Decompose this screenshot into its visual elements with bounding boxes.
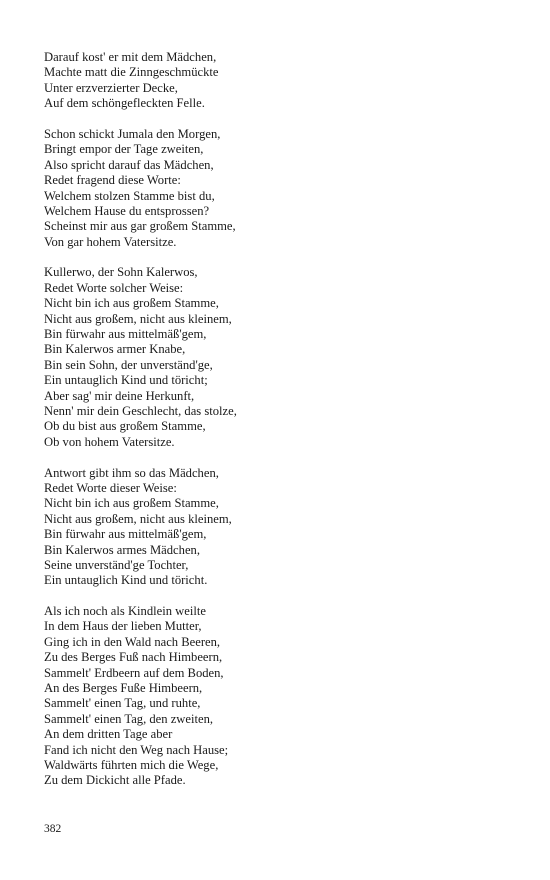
verse-line: Ging ich in den Wald nach Beeren, bbox=[44, 634, 221, 649]
verse-line: Darauf kost' er mit dem Mädchen, bbox=[44, 50, 217, 64]
verse-line: Nenn' mir dein Geschlecht, das stolze, bbox=[44, 403, 237, 418]
verse-line: Ein untauglich Kind und töricht; bbox=[44, 373, 208, 388]
verse-line: Bringt empor der Tage zweiten, bbox=[44, 142, 204, 157]
verse-line: Bin fürwahr aus mittelmäß'gem, bbox=[44, 527, 207, 542]
verse-line: Nicht bin ich aus großem Stamme, bbox=[44, 296, 219, 311]
poem-text bbox=[44, 50, 504, 804]
verse-line: Waldwärts führten mich die Wege, bbox=[44, 757, 219, 772]
verse-line: Antwort gibt ihm so das Mädchen, bbox=[44, 465, 219, 480]
verse-line: Bin Kalerwos armes Mädchen, bbox=[44, 542, 200, 557]
page-number: 382 bbox=[44, 823, 62, 835]
verse-line: Seine unverständ'ge Tochter, bbox=[44, 557, 189, 572]
verse-line: Bin sein Sohn, der unverständ'ge, bbox=[44, 357, 213, 372]
stanza bbox=[44, 466, 504, 589]
verse-line: Als ich noch als Kindlein weilte bbox=[44, 604, 206, 619]
verse-line: In dem Haus der lieben Mutter, bbox=[44, 619, 202, 634]
verse-line: Fand ich nicht den Weg nach Hause; bbox=[44, 742, 229, 757]
verse-line: Zu des Berges Fuß nach Himbeern, bbox=[44, 650, 223, 665]
verse-line: Nicht bin ich aus großem Stamme, bbox=[44, 496, 219, 511]
verse-line: Zu dem Dickicht alle Pfade. bbox=[44, 773, 186, 788]
verse-line: Bin Kalerwos armer Knabe, bbox=[44, 342, 186, 357]
verse-line: Scheinst mir aus gar großem Stamme, bbox=[44, 219, 236, 234]
stanza bbox=[44, 265, 504, 450]
verse-line: Kullerwo, der Sohn Kalerwos, bbox=[44, 265, 198, 280]
verse-line: Bin fürwahr aus mittelmäß'gem, bbox=[44, 327, 207, 342]
verse-line: Welchem Hause du entsprossen? bbox=[44, 203, 210, 218]
verse-line: Ein untauglich Kind und töricht. bbox=[44, 573, 208, 588]
verse-line: Aber sag' mir deine Herkunft, bbox=[44, 388, 195, 403]
verse-line: Schon schickt Jumala den Morgen, bbox=[44, 126, 221, 141]
verse-line: Sammelt' Erdbeern auf dem Boden, bbox=[44, 665, 224, 680]
verse-line: Machte matt die Zinngeschmückte bbox=[44, 65, 219, 80]
verse-line: Sammelt' einen Tag, und ruhte, bbox=[44, 696, 201, 711]
verse-line: Redet fragend diese Worte: bbox=[44, 173, 181, 188]
verse-line: Ob du bist aus großem Stamme, bbox=[44, 419, 206, 434]
verse-line: Redet Worte solcher Weise: bbox=[44, 280, 184, 295]
verse-line: Ob von hohem Vatersitze. bbox=[44, 434, 175, 449]
verse-line: Von gar hohem Vatersitze. bbox=[44, 234, 177, 249]
verse-line: Also spricht darauf das Mädchen, bbox=[44, 157, 214, 172]
verse-line: Sammelt' einen Tag, den zweiten, bbox=[44, 711, 214, 726]
verse-line: Welchem stolzen Stamme bist du, bbox=[44, 188, 215, 203]
verse-line: An des Berges Fuße Himbeern, bbox=[44, 681, 203, 696]
verse-line: An dem dritten Tage aber bbox=[44, 727, 173, 742]
stanza bbox=[44, 50, 504, 112]
verse-line: Nicht aus großem, nicht aus kleinem, bbox=[44, 311, 232, 326]
stanza bbox=[44, 127, 504, 250]
verse-line: Auf dem schöngefleckten Felle. bbox=[44, 96, 205, 111]
stanza bbox=[44, 604, 504, 789]
verse-line: Redet Worte dieser Weise: bbox=[44, 480, 177, 495]
verse-line: Nicht aus großem, nicht aus kleinem, bbox=[44, 511, 232, 526]
verse-line: Unter erzverzierter Decke, bbox=[44, 80, 178, 95]
